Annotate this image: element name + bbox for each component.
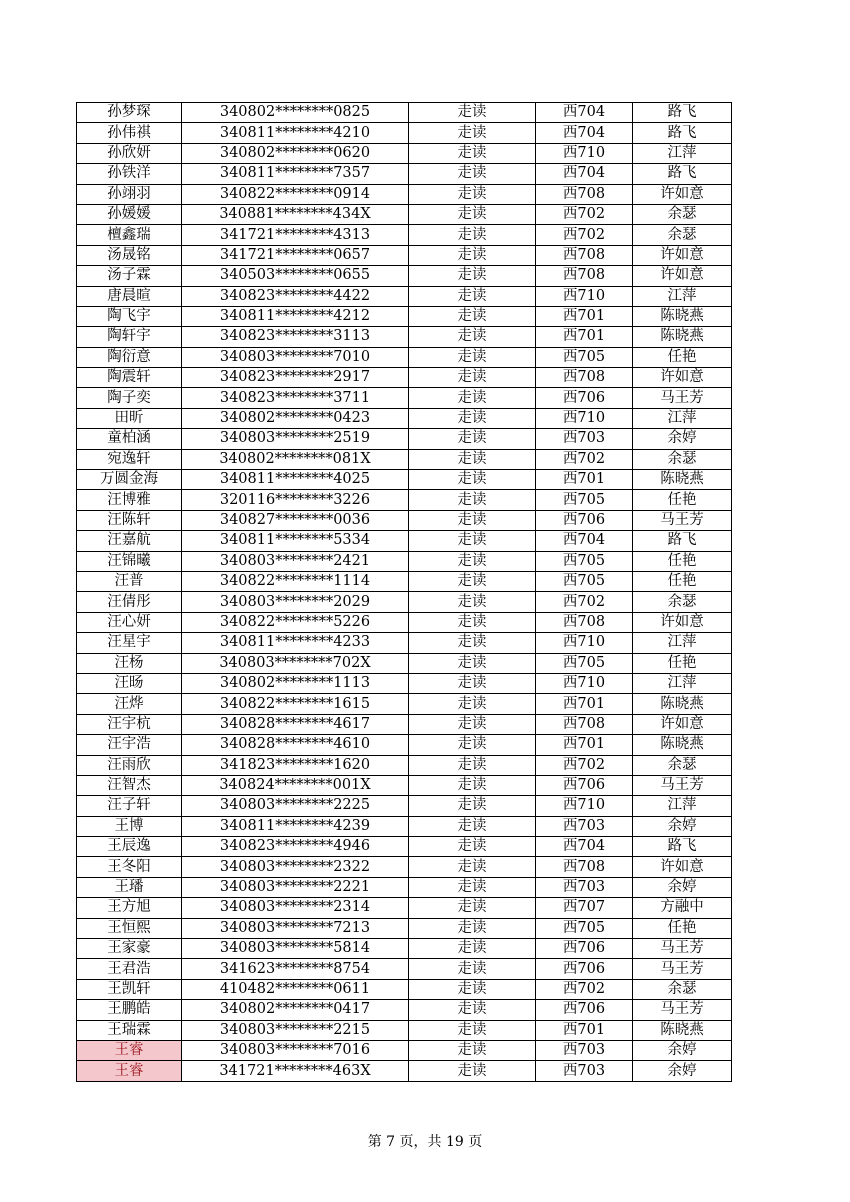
dorm-room-cell: 西710 [536, 633, 633, 653]
dorm-room-cell: 西708 [536, 266, 633, 286]
table-row [77, 368, 732, 388]
boarding-type-cell: 走读 [409, 837, 536, 857]
id-number-cell: 340803********5814 [182, 939, 409, 959]
teacher-name-cell: 任艳 [633, 490, 732, 510]
id-number-cell: 340803********7016 [182, 1040, 409, 1060]
dorm-room-cell: 西705 [536, 653, 633, 673]
dorm-room-cell: 西702 [536, 979, 633, 999]
dorm-room-cell: 西710 [536, 673, 633, 693]
student-name-cell: 孙媛媛 [77, 204, 182, 224]
student-name-cell: 王冬阳 [77, 857, 182, 877]
boarding-type-cell: 走读 [409, 164, 536, 184]
id-number-cell: 340803********2221 [182, 877, 409, 897]
table-row [77, 1000, 732, 1020]
boarding-type-cell: 走读 [409, 327, 536, 347]
table-row [77, 245, 732, 265]
table-row [77, 449, 732, 469]
table-row [77, 164, 732, 184]
teacher-name-cell: 任艳 [633, 551, 732, 571]
id-number-cell: 340824********001X [182, 775, 409, 795]
teacher-name-cell: 陈晓燕 [633, 1020, 732, 1040]
boarding-type-cell: 走读 [409, 714, 536, 734]
teacher-name-cell: 江萍 [633, 633, 732, 653]
table-row [77, 877, 732, 897]
table-row [77, 959, 732, 979]
boarding-type-cell: 走读 [409, 694, 536, 714]
table-row [77, 714, 732, 734]
dorm-room-cell: 西701 [536, 694, 633, 714]
student-name-cell: 汤晟铭 [77, 245, 182, 265]
id-number-cell: 340803********2519 [182, 429, 409, 449]
teacher-name-cell: 任艳 [633, 347, 732, 367]
student-name-cell: 王博 [77, 816, 182, 836]
boarding-type-cell: 走读 [409, 796, 536, 816]
dorm-room-cell: 西710 [536, 143, 633, 163]
dorm-room-cell: 西703 [536, 1040, 633, 1060]
dorm-room-cell: 西704 [536, 531, 633, 551]
teacher-name-cell: 陈晓燕 [633, 735, 732, 755]
student-name-cell: 万圆金海 [77, 470, 182, 490]
teacher-name-cell: 路飞 [633, 164, 732, 184]
id-number-cell: 340803********2215 [182, 1020, 409, 1040]
dorm-room-cell: 西705 [536, 347, 633, 367]
teacher-name-cell: 马王芳 [633, 775, 732, 795]
boarding-type-cell: 走读 [409, 408, 536, 428]
student-name-cell: 汪雨欣 [77, 755, 182, 775]
id-number-cell: 341823********1620 [182, 755, 409, 775]
teacher-name-cell: 许如意 [633, 184, 732, 204]
student-name-cell: 汪宇浩 [77, 735, 182, 755]
teacher-name-cell: 江萍 [633, 286, 732, 306]
id-number-cell: 341721********463X [182, 1061, 409, 1081]
teacher-name-cell: 马王芳 [633, 1000, 732, 1020]
table-row [77, 184, 732, 204]
table-row [77, 510, 732, 530]
table-row [77, 979, 732, 999]
student-name-cell: 孙欣妍 [77, 143, 182, 163]
student-name-cell: 田昕 [77, 408, 182, 428]
teacher-name-cell: 余瑟 [633, 225, 732, 245]
dorm-room-cell: 西704 [536, 164, 633, 184]
teacher-name-cell: 任艳 [633, 653, 732, 673]
dorm-room-cell: 西702 [536, 592, 633, 612]
student-name-cell: 汪星宇 [77, 633, 182, 653]
table-row [77, 939, 732, 959]
teacher-name-cell: 陈晓燕 [633, 470, 732, 490]
dorm-room-cell: 西703 [536, 1061, 633, 1081]
teacher-name-cell: 马王芳 [633, 388, 732, 408]
dorm-room-cell: 西703 [536, 816, 633, 836]
boarding-type-cell: 走读 [409, 1000, 536, 1020]
dorm-room-cell: 西701 [536, 470, 633, 490]
boarding-type-cell: 走读 [409, 103, 536, 123]
table-row [77, 1020, 732, 1040]
teacher-name-cell: 余瑟 [633, 204, 732, 224]
teacher-name-cell: 许如意 [633, 245, 732, 265]
dorm-room-cell: 西708 [536, 612, 633, 632]
teacher-name-cell: 余瑟 [633, 755, 732, 775]
student-name-cell: 王辰逸 [77, 837, 182, 857]
teacher-name-cell: 方融中 [633, 898, 732, 918]
dorm-room-cell: 西710 [536, 286, 633, 306]
boarding-type-cell: 走读 [409, 592, 536, 612]
page-footer: 第 7 页，共 19 页 [367, 1134, 483, 1150]
id-number-cell: 410482********0611 [182, 979, 409, 999]
dorm-room-cell: 西706 [536, 1000, 633, 1020]
student-name-cell: 王家豪 [77, 939, 182, 959]
teacher-name-cell: 余瑟 [633, 979, 732, 999]
dorm-room-cell: 西706 [536, 510, 633, 530]
table-row [77, 551, 732, 571]
student-name-cell: 汪心妍 [77, 612, 182, 632]
id-number-cell: 340803********2029 [182, 592, 409, 612]
student-name-cell: 孙铁洋 [77, 164, 182, 184]
boarding-type-cell: 走读 [409, 673, 536, 693]
dorm-room-cell: 西705 [536, 490, 633, 510]
teacher-name-cell: 余瑟 [633, 592, 732, 612]
teacher-name-cell: 许如意 [633, 857, 732, 877]
teacher-name-cell: 马王芳 [633, 510, 732, 530]
student-name-cell: 陶子奕 [77, 388, 182, 408]
table-row [77, 103, 732, 123]
student-name-cell: 汪烨 [77, 694, 182, 714]
dorm-room-cell: 西708 [536, 857, 633, 877]
id-number-cell: 340822********5226 [182, 612, 409, 632]
id-number-cell: 340823********3711 [182, 388, 409, 408]
student-name-cell: 王璠 [77, 877, 182, 897]
boarding-type-cell: 走读 [409, 1040, 536, 1060]
dorm-room-cell: 西701 [536, 306, 633, 326]
student-name-cell: 陶轩宇 [77, 327, 182, 347]
teacher-name-cell: 许如意 [633, 714, 732, 734]
id-number-cell: 340803********702X [182, 653, 409, 673]
teacher-name-cell: 余瑟 [633, 449, 732, 469]
table-row [77, 266, 732, 286]
dorm-room-cell: 西701 [536, 327, 633, 347]
student-name-cell: 孙翊羽 [77, 184, 182, 204]
table-row [77, 204, 732, 224]
boarding-type-cell: 走读 [409, 775, 536, 795]
id-number-cell: 340822********1615 [182, 694, 409, 714]
teacher-name-cell: 任艳 [633, 918, 732, 938]
table-row [77, 490, 732, 510]
id-number-cell: 340802********1113 [182, 673, 409, 693]
student-name-cell: 汪嘉航 [77, 531, 182, 551]
student-table [76, 102, 732, 1082]
boarding-type-cell: 走读 [409, 551, 536, 571]
boarding-type-cell: 走读 [409, 571, 536, 591]
id-number-cell: 340822********1114 [182, 571, 409, 591]
dorm-room-cell: 西704 [536, 837, 633, 857]
dorm-room-cell: 西702 [536, 204, 633, 224]
boarding-type-cell: 走读 [409, 653, 536, 673]
student-name-cell: 汪旸 [77, 673, 182, 693]
student-name-cell: 唐晨暄 [77, 286, 182, 306]
table-row [77, 775, 732, 795]
boarding-type-cell: 走读 [409, 1020, 536, 1040]
student-name-cell: 陶震轩 [77, 368, 182, 388]
boarding-type-cell: 走读 [409, 429, 536, 449]
boarding-type-cell: 走读 [409, 347, 536, 367]
boarding-type-cell: 走读 [409, 959, 536, 979]
id-number-cell: 320116********3226 [182, 490, 409, 510]
student-name-cell: 王鹏皓 [77, 1000, 182, 1020]
student-name-cell: 王凯轩 [77, 979, 182, 999]
teacher-name-cell: 路飞 [633, 531, 732, 551]
table-row [77, 918, 732, 938]
boarding-type-cell: 走读 [409, 266, 536, 286]
dorm-room-cell: 西704 [536, 103, 633, 123]
boarding-type-cell: 走读 [409, 123, 536, 143]
student-name-cell: 王方旭 [77, 898, 182, 918]
student-name-cell: 汪宇杭 [77, 714, 182, 734]
id-number-cell: 340811********4025 [182, 470, 409, 490]
id-number-cell: 340802********0620 [182, 143, 409, 163]
dorm-room-cell: 西708 [536, 714, 633, 734]
teacher-name-cell: 江萍 [633, 673, 732, 693]
table-row [77, 837, 732, 857]
student-name-cell: 王瑞霖 [77, 1020, 182, 1040]
boarding-type-cell: 走读 [409, 898, 536, 918]
id-number-cell: 340811********4210 [182, 123, 409, 143]
teacher-name-cell: 许如意 [633, 266, 732, 286]
teacher-name-cell: 江萍 [633, 408, 732, 428]
table-row [77, 347, 732, 367]
table-row [77, 531, 732, 551]
id-number-cell: 340822********0914 [182, 184, 409, 204]
student-name-cell: 汪倩彤 [77, 592, 182, 612]
id-number-cell: 340802********0417 [182, 1000, 409, 1020]
teacher-name-cell: 马王芳 [633, 959, 732, 979]
id-number-cell: 341721********4313 [182, 225, 409, 245]
boarding-type-cell: 走读 [409, 939, 536, 959]
dorm-room-cell: 西710 [536, 408, 633, 428]
teacher-name-cell: 江萍 [633, 143, 732, 163]
table-row [77, 816, 732, 836]
teacher-name-cell: 余婷 [633, 429, 732, 449]
id-number-cell: 340811********4212 [182, 306, 409, 326]
boarding-type-cell: 走读 [409, 918, 536, 938]
boarding-type-cell: 走读 [409, 306, 536, 326]
student-name-cell: 宛逸轩 [77, 449, 182, 469]
boarding-type-cell: 走读 [409, 286, 536, 306]
student-name-cell: 汪陈轩 [77, 510, 182, 530]
id-number-cell: 340803********2314 [182, 898, 409, 918]
id-number-cell: 340811********7357 [182, 164, 409, 184]
id-number-cell: 340823********3113 [182, 327, 409, 347]
dorm-room-cell: 西708 [536, 368, 633, 388]
table-row [77, 143, 732, 163]
dorm-room-cell: 西706 [536, 959, 633, 979]
id-number-cell: 340803********7010 [182, 347, 409, 367]
boarding-type-cell: 走读 [409, 531, 536, 551]
id-number-cell: 340802********0423 [182, 408, 409, 428]
student-name-cell: 汪锦曦 [77, 551, 182, 571]
boarding-type-cell: 走读 [409, 979, 536, 999]
boarding-type-cell: 走读 [409, 245, 536, 265]
student-name-cell: 孙梦琛 [77, 103, 182, 123]
id-number-cell: 340802********0825 [182, 103, 409, 123]
dorm-room-cell: 西706 [536, 939, 633, 959]
teacher-name-cell: 陈晓燕 [633, 306, 732, 326]
dorm-room-cell: 西710 [536, 796, 633, 816]
boarding-type-cell: 走读 [409, 449, 536, 469]
id-number-cell: 341623********8754 [182, 959, 409, 979]
student-name-cell: 陶衍意 [77, 347, 182, 367]
dorm-room-cell: 西706 [536, 775, 633, 795]
student-name-cell: 王睿 [77, 1061, 182, 1081]
table-row [77, 1061, 732, 1081]
table-row [77, 408, 732, 428]
id-number-cell: 340503********0655 [182, 266, 409, 286]
teacher-name-cell: 任艳 [633, 571, 732, 591]
table-row [77, 673, 732, 693]
dorm-room-cell: 西708 [536, 184, 633, 204]
dorm-room-cell: 西701 [536, 1020, 633, 1040]
table-row [77, 306, 732, 326]
boarding-type-cell: 走读 [409, 143, 536, 163]
boarding-type-cell: 走读 [409, 755, 536, 775]
boarding-type-cell: 走读 [409, 816, 536, 836]
id-number-cell: 340803********2322 [182, 857, 409, 877]
teacher-name-cell: 许如意 [633, 612, 732, 632]
teacher-name-cell: 路飞 [633, 103, 732, 123]
boarding-type-cell: 走读 [409, 388, 536, 408]
id-number-cell: 340828********4610 [182, 735, 409, 755]
dorm-room-cell: 西706 [536, 388, 633, 408]
table-row [77, 796, 732, 816]
id-number-cell: 341721********0657 [182, 245, 409, 265]
boarding-type-cell: 走读 [409, 633, 536, 653]
boarding-type-cell: 走读 [409, 368, 536, 388]
table-row [77, 653, 732, 673]
boarding-type-cell: 走读 [409, 735, 536, 755]
student-name-cell: 王恒熙 [77, 918, 182, 938]
table-row [77, 694, 732, 714]
dorm-room-cell: 西707 [536, 898, 633, 918]
table-row [77, 286, 732, 306]
boarding-type-cell: 走读 [409, 877, 536, 897]
table-row [77, 225, 732, 245]
teacher-name-cell: 余婷 [633, 877, 732, 897]
teacher-name-cell: 余婷 [633, 816, 732, 836]
dorm-room-cell: 西702 [536, 755, 633, 775]
id-number-cell: 340803********2225 [182, 796, 409, 816]
dorm-room-cell: 西702 [536, 449, 633, 469]
id-number-cell: 340827********0036 [182, 510, 409, 530]
table-row [77, 898, 732, 918]
teacher-name-cell: 路飞 [633, 837, 732, 857]
teacher-name-cell: 许如意 [633, 368, 732, 388]
dorm-room-cell: 西701 [536, 735, 633, 755]
table-row [77, 123, 732, 143]
student-name-cell: 汪杨 [77, 653, 182, 673]
dorm-room-cell: 西704 [536, 123, 633, 143]
table-row [77, 755, 732, 775]
id-number-cell: 340803********2421 [182, 551, 409, 571]
teacher-name-cell: 余婷 [633, 1040, 732, 1060]
boarding-type-cell: 走读 [409, 857, 536, 877]
dorm-room-cell: 西703 [536, 877, 633, 897]
id-number-cell: 340823********4946 [182, 837, 409, 857]
table-row [77, 612, 732, 632]
table-row [77, 592, 732, 612]
teacher-name-cell: 路飞 [633, 123, 732, 143]
table-row [77, 470, 732, 490]
boarding-type-cell: 走读 [409, 510, 536, 530]
teacher-name-cell: 陈晓燕 [633, 327, 732, 347]
boarding-type-cell: 走读 [409, 470, 536, 490]
dorm-room-cell: 西705 [536, 551, 633, 571]
dorm-room-cell: 西708 [536, 245, 633, 265]
table-row [77, 388, 732, 408]
teacher-name-cell: 余婷 [633, 1061, 732, 1081]
student-name-cell: 童柏涵 [77, 429, 182, 449]
student-table-body [77, 103, 732, 1082]
teacher-name-cell: 马王芳 [633, 939, 732, 959]
table-row [77, 327, 732, 347]
table-row [77, 571, 732, 591]
table-row [77, 633, 732, 653]
id-number-cell: 340823********2917 [182, 368, 409, 388]
dorm-room-cell: 西702 [536, 225, 633, 245]
teacher-name-cell: 江萍 [633, 796, 732, 816]
id-number-cell: 340823********4422 [182, 286, 409, 306]
student-name-cell: 汪普 [77, 571, 182, 591]
table-row [77, 1040, 732, 1060]
boarding-type-cell: 走读 [409, 225, 536, 245]
boarding-type-cell: 走读 [409, 490, 536, 510]
id-number-cell: 340828********4617 [182, 714, 409, 734]
id-number-cell: 340803********7213 [182, 918, 409, 938]
id-number-cell: 340811********4233 [182, 633, 409, 653]
table-row [77, 429, 732, 449]
student-name-cell: 孙伟祺 [77, 123, 182, 143]
student-name-cell: 陶飞宇 [77, 306, 182, 326]
student-name-cell: 汪博雅 [77, 490, 182, 510]
id-number-cell: 340802********081X [182, 449, 409, 469]
dorm-room-cell: 西703 [536, 429, 633, 449]
student-name-cell: 汤子霖 [77, 266, 182, 286]
student-name-cell: 檀鑫瑞 [77, 225, 182, 245]
boarding-type-cell: 走读 [409, 612, 536, 632]
id-number-cell: 340811********5334 [182, 531, 409, 551]
student-name-cell: 王君浩 [77, 959, 182, 979]
boarding-type-cell: 走读 [409, 204, 536, 224]
student-name-cell: 汪子轩 [77, 796, 182, 816]
table-row [77, 857, 732, 877]
id-number-cell: 340881********434X [182, 204, 409, 224]
table-row [77, 735, 732, 755]
student-name-cell: 王睿 [77, 1040, 182, 1060]
dorm-room-cell: 西705 [536, 918, 633, 938]
boarding-type-cell: 走读 [409, 184, 536, 204]
teacher-name-cell: 陈晓燕 [633, 694, 732, 714]
student-name-cell: 汪智杰 [77, 775, 182, 795]
dorm-room-cell: 西705 [536, 571, 633, 591]
boarding-type-cell: 走读 [409, 1061, 536, 1081]
id-number-cell: 340811********4239 [182, 816, 409, 836]
